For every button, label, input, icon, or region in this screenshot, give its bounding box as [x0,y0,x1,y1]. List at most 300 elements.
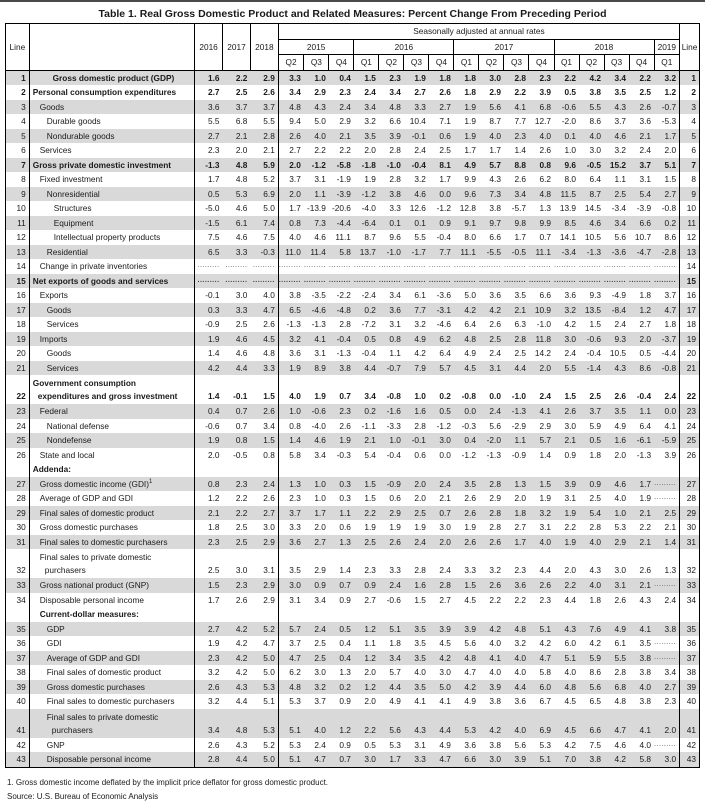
quarter-value-cell: 0.9 [589,478,602,489]
quarter-value-cell: 2.0 [414,493,426,503]
table-header [6,24,700,71]
quarter-value-cell: 8.9 [314,362,326,373]
line-number: 16 [6,288,30,303]
annual-value-cell: 7.4 [250,216,278,231]
annual-value-cell: 3.0 [250,520,278,535]
quarter-value-cell: 1.7 [314,507,326,518]
quarter-value-cell [379,462,404,477]
quarter-value-cell: 0.9 [339,739,351,750]
quarter-value-cell: ......... [303,262,326,269]
line-number: 27 [6,477,30,492]
quarter-value-cell: ......... [629,262,652,269]
line-number: 26 [680,448,700,463]
quarter-value-cell: 2.5 [614,188,627,199]
quarter-value-cell: 3.0 [564,333,577,344]
quarter-value-cell: 3.5 [414,652,426,663]
quarter-value-cell: 1.5 [664,174,677,184]
quarter-value-cell: 5.3 [464,724,476,735]
quarter-value-cell: 3.6 [514,696,526,706]
quarter-value-cell: 4.7 [439,754,451,764]
quarter-value-cell: 2.2 [639,522,652,532]
quarter-value-cell: 4.2 [614,754,627,764]
quarter-value-cell: 4.4 [539,565,551,575]
line-number: 5 [6,129,30,144]
quarter-value-cell [554,607,579,622]
quarter-value-cell: 2.4 [664,391,677,401]
annual-value-cell: 1.5 [250,375,278,404]
quarter-value-cell: 1.9 [364,174,376,184]
annual-value-cell: 6.1 [235,217,248,228]
quarter-value-cell: 3.0 [489,754,501,764]
quarter-value-cell: 1.9 [314,391,326,401]
quarter-value-cell: 3.6 [289,536,301,547]
line-number: 37 [6,651,30,666]
quarter-value-cell: 4.0 [539,536,551,547]
quarter-value-cell: 2.7 [439,594,451,605]
quarter-header: Q3 [304,55,329,71]
line-number: 12 [680,230,700,245]
annual-value-cell: 4.2 [235,623,248,634]
quarter-value-cell: 5.5 [589,101,602,112]
quarter-value-cell: ......... [503,276,526,284]
quarter-value-cell: 2.4 [339,101,351,112]
annual-value-cell: 2.4 [250,477,278,492]
quarter-value-cell: 0.5 [364,333,376,344]
quarter-value-cell: 2.5 [589,391,602,401]
quarter-value-cell: 6.8 [614,681,627,692]
annual-value-cell: 0.3 [207,304,220,315]
quarter-value-cell: 2.1 [564,435,577,445]
quarter-value-cell: 6.0 [564,638,577,648]
line-number: 26 [6,448,30,463]
quarter-year-header: 2018 [554,39,654,55]
annual-value-cell [250,607,278,622]
quarter-header: Q2 [379,55,404,71]
annual-value-cell: 3.3 [235,246,248,257]
quarter-value-cell: -6.1 [636,435,652,445]
quarter-value-cell: 2.7 [364,594,376,605]
quarter-value-cell: 2.8 [514,333,526,344]
quarter-value-cell: 5.1 [389,623,401,634]
line-number: 37 [680,651,700,666]
quarter-value-cell: 3.6 [489,290,501,300]
quarter-value-cell: 4.3 [614,101,627,112]
quarter-value-cell: 1.8 [664,319,677,329]
quarter-value-cell: 3.2 [539,507,551,518]
quarter-value-cell: 5.1 [564,652,577,663]
quarter-value-cell: -4.8 [336,304,351,315]
quarter-value-cell: 9.8 [514,217,526,228]
quarter-value-cell [579,607,604,622]
quarter-value-cell: 3.4 [614,72,627,83]
quarter-value-cell [479,462,504,477]
annual-value-cell: 4.7 [250,303,278,318]
quarter-value-cell: 2.3 [389,72,401,83]
line-number: 41 [680,709,700,738]
quarter-value-cell: 4.0 [564,667,577,677]
annual-value-cell: 4.8 [235,174,248,184]
row-label: Final sales of domestic product [29,506,194,521]
quarter-value-cell: 3.9 [539,87,551,97]
quarter-value-cell: 4.3 [414,724,426,735]
quarter-value-cell: 1.5 [414,594,426,605]
quarter-value-cell: ......... [604,276,627,284]
quarter-value-cell: 0.8 [539,159,551,170]
quarter-value-cell: -0.3 [461,420,476,431]
quarter-value-cell: 0.9 [339,594,351,605]
quarter-value-cell: 8.6 [664,232,677,242]
quarter-value-cell: 8.6 [589,116,602,126]
row-label: Change in private inventories [29,259,194,274]
annual-value-cell: 4.6 [235,348,248,358]
quarter-value-cell: 5.5 [614,652,627,663]
quarter-value-cell: -0.7 [386,362,401,373]
quarter-value-cell: -1.2 [436,420,451,431]
quarter-value-cell: 2.9 [339,116,351,126]
line-number: 29 [680,506,700,521]
quarter-value-cell: 2.6 [489,536,501,547]
annual-value-cell: -0.1 [233,391,248,401]
quarter-value-cell: 13.7 [359,246,376,257]
quarter-value-cell: 4.6 [414,188,426,199]
quarter-value-cell: 2.2 [339,145,351,155]
quarter-value-cell: 2.1 [339,130,351,141]
quarter-value-cell: 0.7 [339,391,351,401]
annual-value-cell: 3.7 [250,100,278,115]
quarter-value-cell: 4.4 [564,594,577,605]
quarter-value-cell: 3.7 [289,507,301,518]
quarter-value-cell: 4.1 [314,333,326,344]
quarter-value-cell: 3.6 [389,304,401,315]
table-row [6,549,700,578]
quarter-value-cell: -0.3 [336,449,351,460]
quarter-value-cell: 4.5 [439,638,451,648]
line-number: 35 [6,622,30,637]
quarter-value-cell: ......... [428,262,451,269]
quarter-value-cell: 2.4 [489,348,501,358]
quarter-value-cell: -4.4 [661,348,677,358]
line-number: 30 [6,520,30,535]
quarter-value-cell: 8.0 [464,232,476,242]
quarter-year-header: 2019 [654,39,680,55]
quarter-value-cell: 2.5 [514,348,526,358]
quarter-value-cell: 3.4 [364,391,376,401]
line-number: 2 [680,85,700,100]
annual-value-cell: 2.3 [207,536,220,547]
line-number: 12 [6,230,30,245]
quarter-header: Q3 [404,55,429,71]
quarter-value-cell: 3.3 [289,522,301,532]
quarter-value-cell: 9.3 [589,290,602,300]
quarter-value-cell: 6.6 [464,754,476,764]
quarter-value-cell: 3.4 [664,667,677,677]
quarter-value-cell: 4.5 [564,724,577,735]
quarter-value-cell: 3.3 [414,101,426,112]
quarter-value-cell: ......... [654,639,677,646]
quarter-value-cell: 4.4 [514,362,526,373]
quarter-value-cell: 4.4 [514,681,526,692]
quarter-value-cell [454,607,479,622]
quarter-value-cell: 4.1 [639,724,652,735]
quarter-value-cell: 5.6 [589,681,602,692]
quarter-value-cell: 1.4 [514,145,526,155]
annual-value-cell: 1.5 [250,433,278,448]
quarter-value-cell: 6.0 [539,681,551,692]
quarter-value-cell: -0.6 [561,101,577,112]
quarter-value-cell: 1.0 [564,145,577,155]
quarter-value-cell: 1.5 [364,72,376,83]
quarter-value-cell: 5.1 [289,754,301,764]
quarter-value-cell: -2.0 [561,116,577,126]
row-label: Goods [29,100,194,115]
quarter-value-cell: 3.0 [489,72,501,83]
quarter-value-cell: 5.7 [489,159,501,170]
quarter-value-cell: 2.9 [614,536,627,547]
quarter-value-cell: 2.3 [339,406,351,416]
quarter-value-cell: 0.2 [339,681,351,692]
line-number: 42 [6,738,30,753]
quarter-value-cell: 6.2 [289,667,301,677]
quarter-value-cell: -0.4 [336,333,351,344]
quarter-value-cell [429,607,454,622]
quarter-value-cell: 5.0 [439,681,451,692]
line-number: 34 [680,593,700,608]
quarter-value-cell: -5.9 [661,435,677,445]
table-row [6,143,700,158]
quarter-value-cell: -4.4 [336,217,351,228]
quarter-header: Q1 [354,55,379,71]
quarter-value-cell: 2.6 [389,536,401,547]
quarter-value-cell: ......... [378,262,401,269]
quarter-header: Q1 [654,55,680,71]
quarter-value-cell: -3.6 [611,246,627,257]
quarter-value-cell: 1.9 [539,493,551,503]
row-label: Nondurable goods [29,129,194,144]
quarter-value-cell: 2.1 [639,536,652,547]
quarter-value-cell: 5.6 [514,739,526,750]
quarter-value-cell: 3.1 [414,739,426,750]
annual-value-cell: 4.7 [250,636,278,651]
quarter-value-cell: -0.8 [386,391,401,401]
annual-value-cell: 2.3 [207,145,220,155]
annual-value-cell: 5.3 [235,188,248,199]
quarter-value-cell: -1.2 [361,188,376,199]
quarter-value-cell: 5.9 [589,420,602,431]
quarter-value-cell: -8.4 [611,304,627,315]
quarter-value-cell: 2.8 [514,72,526,83]
quarter-value-cell: -1.3 [511,406,526,416]
quarter-value-cell: 6.1 [414,290,426,300]
annual-value-cell: 2.9 [250,70,278,85]
quarter-value-cell: 2.5 [589,493,602,503]
quarter-value-cell: 0.5 [439,406,451,416]
quarter-value-cell: 3.9 [664,449,677,460]
annual-value-cell: 1.7 [207,174,220,184]
quarter-value-cell: 2.7 [664,188,677,199]
quarter-value-cell: 3.7 [639,159,652,170]
quarter-value-cell: 6.5 [289,304,301,315]
quarter-value-cell: 5.4 [639,188,652,199]
quarter-value-cell: 1.9 [564,507,577,518]
quarter-value-cell: 6.6 [539,290,551,300]
annual-value-cell: 5.5 [207,116,220,126]
quarter-value-cell [604,607,629,622]
quarter-value-cell: 2.0 [314,522,326,532]
annual-value-cell [223,462,251,477]
quarter-value-cell: 2.4 [614,319,627,329]
quarter-value-cell: 2.4 [564,348,577,358]
quarter-value-cell: 1.0 [614,507,627,518]
quarter-value-cell: 2.0 [364,667,376,677]
annual-value-cell: ......... [250,259,278,274]
table-row [6,259,700,274]
line-number: 41 [6,709,30,738]
quarter-value-cell: 1.9 [339,435,351,445]
quarter-value-cell: 7.3 [314,217,326,228]
quarter-value-cell: 5.3 [289,696,301,706]
quarter-value-cell: -1.3 [336,348,351,358]
annual-value-cell: 2.0 [207,449,220,460]
quarter-value-cell: 6.8 [539,101,551,112]
quarter-value-cell: 1.4 [664,536,677,547]
quarter-value-cell: 0.7 [539,232,551,242]
quarter-value-cell: 4.8 [514,623,526,634]
quarter-value-cell: 1.0 [314,478,326,489]
quarter-value-cell: ......... [278,276,301,284]
quarter-value-cell: 1.8 [389,638,401,648]
line-number: 43 [6,752,30,767]
annual-value-cell: 6.5 [207,246,220,257]
quarter-value-cell: 4.6 [614,478,627,489]
quarter-value-cell: 4.7 [464,667,476,677]
annual-value-cell: 4.2 [235,652,248,663]
quarter-value-cell: 2.6 [464,507,476,518]
quarter-value-cell: 3.2 [414,319,426,329]
line-number: 31 [6,535,30,550]
quarter-value-cell: 2.7 [414,87,426,97]
quarter-value-cell: 4.3 [489,174,501,184]
row-label: National defense [29,419,194,434]
quarter-value-cell [579,462,604,477]
quarter-value-cell: 2.6 [564,406,577,416]
quarter-value-cell: 8.7 [364,232,376,242]
quarter-value-cell: 3.6 [639,116,652,126]
row-label: Disposable personal income [29,752,194,767]
quarter-value-cell: 5.4 [364,449,376,460]
annual-value-cell: 2.2 [235,493,248,503]
quarter-value-cell [278,462,304,477]
quarter-value-cell: 3.4 [314,449,326,460]
quarter-value-cell: 1.6 [414,406,426,416]
quarter-value-cell: 4.4 [439,724,451,735]
quarter-value-cell: 0.8 [289,420,301,431]
annual-value-cell: -1.3 [205,159,220,170]
quarter-value-cell: 7.7 [439,246,451,257]
annual-value-cell: 1.8 [207,522,220,532]
quarter-year-header: 2016 [354,39,454,55]
quarter-value-cell: 3.0 [614,565,627,575]
quarter-value-cell [604,462,629,477]
line-number: 35 [680,622,700,637]
quarter-value-cell: 3.2 [289,333,301,344]
line-number: 39 [6,680,30,695]
quarter-value-cell: 3.8 [639,652,652,663]
annual-value-cell: 4.4 [235,696,248,706]
quarter-value-cell: 2.6 [539,145,551,155]
quarter-value-cell: 2.4 [364,87,376,97]
line-number: 20 [680,346,700,361]
quarter-value-cell: 3.8 [639,696,652,706]
line-number [6,462,30,477]
quarter-value-cell: 1.9 [464,101,476,112]
table-row [6,129,700,144]
quarter-value-cell: 1.3 [339,536,351,547]
line-number: 21 [6,361,30,376]
quarter-value-cell: 1.2 [339,724,351,735]
quarter-value-cell: 3.2 [364,116,376,126]
quarter-value-cell: 3.2 [314,681,326,692]
quarter-value-cell: 3.3 [289,72,301,83]
quarter-value-cell: 1.9 [464,116,476,126]
quarter-value-cell: 4.8 [289,681,301,692]
quarter-value-cell: 4.0 [614,493,627,503]
quarter-value-cell: 3.4 [314,594,326,605]
quarter-value-cell: 2.2 [564,72,577,83]
quarter-value-cell: 14.5 [584,203,602,213]
quarter-header: Q4 [629,55,654,71]
line-number: 28 [680,491,700,506]
line-number: 28 [6,491,30,506]
table-row [6,216,700,231]
quarter-value-cell: -0.8 [661,203,677,213]
quarter-value-cell: 3.5 [414,681,426,692]
annual-value-cell: 0.8 [207,478,220,489]
quarter-value-cell: 1.6 [614,435,627,445]
quarter-value-cell: 2.8 [414,420,426,431]
table-row [6,506,700,521]
quarter-value-cell: 1.1 [364,638,376,648]
annual-value-cell: ......... [225,262,248,269]
quarter-value-cell: 5.4 [589,507,602,518]
line-number: 8 [6,172,30,187]
quarter-value-cell: 2.6 [514,174,526,184]
quarter-value-cell: -0.5 [586,159,602,170]
quarter-value-cell: 0.9 [364,580,376,590]
quarter-value-cell: 4.3 [564,623,577,634]
quarter-value-cell: ......... [478,262,501,269]
quarter-value-cell: 0.0 [489,391,501,401]
quarter-value-cell: 3.1 [314,348,326,358]
quarter-value-cell: 3.5 [639,638,652,648]
quarter-value-cell: 1.5 [364,478,376,489]
quarter-value-cell: 4.2 [489,304,501,315]
annual-value-cell [195,462,223,477]
line-number: 17 [6,303,30,318]
row-label: Gross domestic purchases [29,520,194,535]
quarter-value-cell: 2.4 [489,406,501,416]
annual-value-cell: 2.6 [207,681,220,692]
quarter-value-cell: -3.7 [661,333,677,344]
quarter-value-cell: 2.0 [289,188,301,199]
quarter-value-cell: 3.2 [489,565,501,575]
annual-value-cell: 3.4 [207,724,220,735]
quarter-value-cell: 5.3 [614,522,627,532]
quarter-value-cell: 11.1 [335,232,351,242]
quarter-value-cell: ......... [453,262,476,269]
quarter-value-cell: 5.6 [489,101,501,112]
quarter-value-cell: 2.2 [564,522,577,532]
quarter-value-cell: 4.4 [364,362,376,373]
